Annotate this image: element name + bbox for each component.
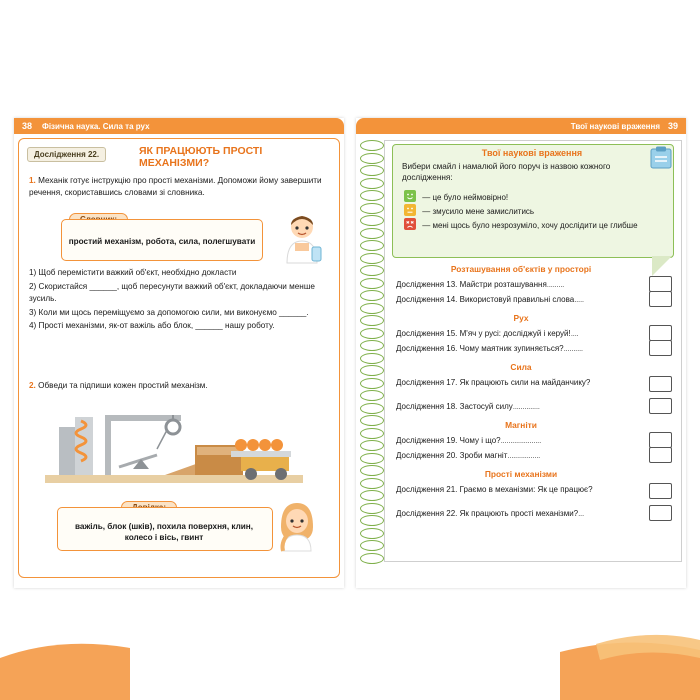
- right-page: [356, 118, 686, 588]
- spiral-ring: [360, 490, 384, 501]
- checklist-entry: [396, 436, 631, 446]
- spiral-ring: [360, 153, 384, 164]
- simple-machines-illustration: [45, 397, 303, 489]
- spiral-ring: [360, 515, 384, 526]
- entry-checkbox[interactable]: [649, 276, 672, 292]
- spiral-ring: [360, 253, 384, 264]
- smiley-option-row: [404, 190, 654, 204]
- entry-text: Чому маятник зупиняється?: [459, 344, 564, 353]
- checklist-entry: [396, 344, 631, 354]
- spiral-binding: [358, 140, 384, 570]
- entry-checkbox[interactable]: [649, 291, 672, 307]
- entry-label: Дослідження 17.: [396, 378, 458, 387]
- spiral-ring: [360, 240, 384, 251]
- checklist-entry: [396, 402, 631, 412]
- spiral-ring: [360, 465, 384, 476]
- entry-checkbox[interactable]: [649, 340, 672, 356]
- spiral-ring: [360, 190, 384, 201]
- smiley-yellow-icon: [404, 204, 416, 216]
- spiral-ring: [360, 140, 384, 151]
- left-header-title: Фізична наука. Сила та рух: [42, 121, 150, 131]
- spiral-ring: [360, 203, 384, 214]
- boy-illustration: [275, 213, 329, 265]
- smiley-red-label: мені щось було незрозуміло, хочу дослідити це глибше: [432, 221, 638, 230]
- right-page-number: 39: [667, 121, 678, 131]
- spiral-ring: [360, 178, 384, 189]
- task-item: 3) Коли ми щось переміщуємо за допомогою сили, ми виконуємо ______.: [29, 307, 309, 317]
- checklist-entry: [396, 378, 631, 388]
- entry-dots: ..............: [512, 402, 540, 411]
- entry-label: Дослідження 14.: [396, 295, 458, 304]
- entry-checkbox[interactable]: [649, 398, 672, 414]
- smiley-option-row: [404, 204, 654, 218]
- entry-checkbox[interactable]: [649, 447, 672, 463]
- smiley-yellow-label-dash: —: [422, 207, 433, 216]
- entry-text: Як працюють прості механізми?: [459, 509, 579, 518]
- entry-text: Застосуй силу: [459, 402, 513, 411]
- smiley-red-label-dash: —: [422, 221, 433, 230]
- spiral-ring: [360, 215, 384, 226]
- final-task-number: 2.: [29, 381, 36, 390]
- entry-checkbox[interactable]: [649, 376, 672, 392]
- spiral-ring: [360, 278, 384, 289]
- research-ribbon: Дослідження 22.: [27, 147, 106, 162]
- spiral-ring: [360, 265, 384, 276]
- entry-label: Дослідження 18.: [396, 402, 458, 411]
- entry-label: Дослідження 20.: [396, 451, 458, 460]
- impressions-title: Твої наукові враження: [481, 148, 583, 158]
- entry-dots: .................: [507, 451, 541, 460]
- entry-label: Дослідження 13.: [396, 280, 458, 289]
- entry-dots: ...: [578, 509, 584, 518]
- final-task-text: Обведи та підпиши кожен простий механізм.: [38, 381, 208, 390]
- intro-text: Механік готує інструкцію про прості механізми. Допоможи йому завершити речення, скориставшись словами зі словника.: [29, 176, 322, 197]
- section-title: Розташування об'єктів у просторі: [450, 264, 592, 274]
- spiral-ring: [360, 328, 384, 339]
- spiral-ring: [360, 378, 384, 389]
- entry-dots: .....: [574, 295, 584, 304]
- spiral-ring: [360, 528, 384, 539]
- checklist-entry: [396, 485, 631, 495]
- checklist-entry: [396, 451, 631, 461]
- section-title: Магніти: [505, 420, 537, 430]
- checklist-entry: [396, 295, 631, 305]
- clipboard-icon: [648, 146, 674, 170]
- entry-label: Дослідження 21.: [396, 485, 458, 494]
- entry-text: Граємо в механізми: Як це працює?: [459, 485, 593, 494]
- left-page-body: [18, 138, 340, 578]
- impressions-instruction: Вибери смайл і намалюй його поруч із назвою кожного дослідження:: [402, 162, 611, 182]
- entry-dots: .....................: [500, 436, 541, 445]
- smiley-green-label-dash: —: [422, 193, 433, 202]
- right-header-title: Твої наукові враження: [570, 121, 660, 131]
- entry-dots: ....: [570, 329, 579, 338]
- left-page-number: 38: [22, 121, 33, 131]
- entry-checkbox[interactable]: [649, 483, 672, 499]
- smiley-red-icon: [404, 218, 416, 230]
- page-title: ЯК ПРАЦЮЮТЬ ПРОСТІ МЕХАНІЗМИ?: [139, 145, 263, 169]
- smiley-option-row: [404, 218, 654, 232]
- left-page-header: [14, 118, 344, 134]
- final-task: [29, 381, 334, 390]
- entry-label: Дослідження 16.: [396, 344, 458, 353]
- entry-dots: ..........: [563, 344, 583, 353]
- spiral-ring: [360, 365, 384, 376]
- spiral-ring: [360, 403, 384, 414]
- spiral-ring: [360, 553, 384, 564]
- checklist-entry: [396, 329, 631, 339]
- right-page-header: [356, 118, 686, 134]
- intro-number: 1.: [29, 176, 36, 185]
- checklist-entry: [396, 509, 631, 519]
- spiral-ring: [360, 540, 384, 551]
- spiral-ring: [360, 315, 384, 326]
- entry-checkbox[interactable]: [649, 505, 672, 521]
- entry-label: Дослідження 22.: [396, 509, 458, 518]
- entry-label: Дослідження 19.: [396, 436, 458, 445]
- task-list: [29, 267, 334, 334]
- spiral-ring: [360, 228, 384, 239]
- checklist-entry: [396, 280, 631, 290]
- entry-text: Майстри розташування: [459, 280, 547, 289]
- spiral-ring: [360, 340, 384, 351]
- bottom-decoration: [0, 588, 700, 700]
- spiral-ring: [360, 453, 384, 464]
- section-title: Рух: [513, 313, 529, 323]
- spiral-ring: [360, 503, 384, 514]
- task-item: 4) Прості механізми, як-от важіль або блок, ______ нашу роботу.: [29, 321, 275, 331]
- smiley-green-label: це було неймовірно!: [432, 193, 509, 202]
- smiley-green-icon: [404, 190, 416, 202]
- section-title: Сила: [510, 362, 532, 372]
- spiral-ring: [360, 478, 384, 489]
- spiral-ring: [360, 415, 384, 426]
- spiral-ring: [360, 290, 384, 301]
- reference-words: важіль, блок (шків), похила поверхня, клин, колесо і вісь, гвинт: [74, 522, 254, 542]
- entry-text: Як працюють сили на майданчику?: [459, 378, 591, 387]
- spiral-ring: [360, 165, 384, 176]
- spiral-ring: [360, 353, 384, 364]
- intro-paragraph: [29, 175, 329, 198]
- entry-checkbox[interactable]: [649, 432, 672, 448]
- entry-text: М'яч у русі: досліджуй і керуй!: [459, 329, 571, 338]
- spiral-ring: [360, 428, 384, 439]
- task-item: 1) Щоб перемістити важкий об'єкт, необхідно докласти: [29, 268, 237, 277]
- smiley-yellow-label: змусило мене замислитись: [432, 207, 535, 216]
- entry-checkbox[interactable]: [649, 325, 672, 341]
- girl-illustration: [269, 497, 325, 553]
- spiral-ring: [360, 440, 384, 451]
- dictionary-words: простий механізм, робота, сила, полегшувати: [68, 237, 256, 246]
- spiral-ring: [360, 390, 384, 401]
- task-item: 2) Скористайся ______, щоб пересунути важкий об'єкт, докладаючи менше зусиль.: [29, 281, 315, 304]
- entry-dots: .........: [546, 280, 565, 289]
- entry-text: Чому і що?: [459, 436, 501, 445]
- spiral-ring: [360, 303, 384, 314]
- section-title: Прості механізми: [484, 469, 558, 479]
- left-page: [14, 118, 344, 588]
- entry-text: Використовуй правильні слова: [459, 295, 575, 304]
- entry-label: Дослідження 15.: [396, 329, 458, 338]
- entry-text: Зроби магніт: [459, 451, 508, 460]
